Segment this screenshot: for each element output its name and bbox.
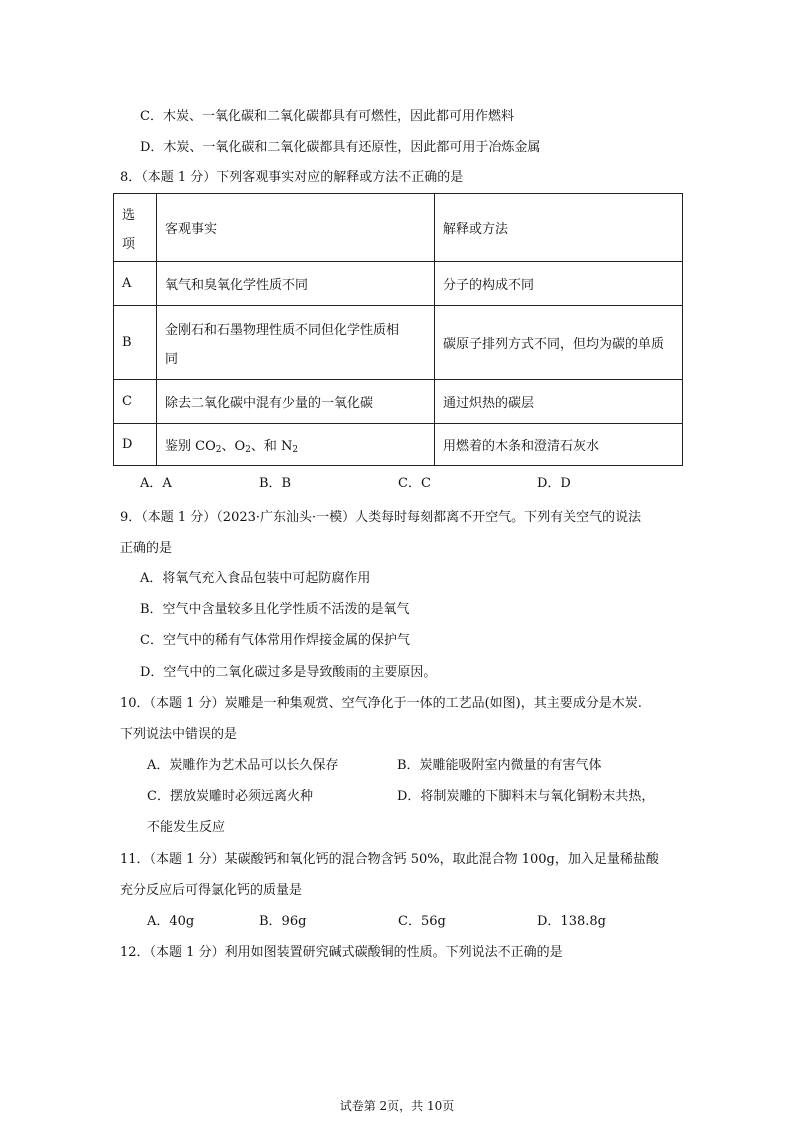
- q12-stem: 12．（本题 1 分）利用如图装置研究碱式碳酸铜的性质。下列说法不正确的是: [120, 945, 563, 960]
- table-row: A 氧气和臭氧化学性质不同 分子的构成不同: [114, 262, 683, 306]
- q11-stem-line2: 充分反应后可得氯化钙的质量是: [120, 883, 303, 898]
- q11-choice-c: C．56g: [398, 914, 446, 929]
- page-footer: 试卷第 2页，共 10页: [339, 1099, 455, 1113]
- q10-option-c: C．摆放炭雕时必须远离火种: [147, 789, 313, 804]
- q7-option-d: D．木炭、一氧化碳和二氧化碳都具有还原性，因此都可用于冶炼金属: [140, 140, 541, 155]
- q10-option-d-line2: 不能发生反应: [147, 820, 226, 835]
- table-row: C 除去二氧化碳中混有少量的一氧化碳 通过炽热的碳层: [114, 380, 683, 424]
- table-header-row: [114, 194, 683, 262]
- q9-option-b: B．空气中含量较多且化学性质不活泼的是氧气: [140, 602, 410, 617]
- q8-stem: 8．（本题 1 分）下列客观事实对应的解释或方法不正确的是: [120, 170, 464, 185]
- q8-choice-c: C．C: [398, 476, 431, 491]
- q8-choice-b: B．B: [259, 476, 292, 491]
- q9-stem-line2: 正确的是: [120, 541, 173, 556]
- header-explanation: 解释或方法: [435, 194, 683, 262]
- table-row: D 鉴别 $CO_2$、$O_2$、和 $N_2$ 用燃着的木条和澄清石灰水: [114, 424, 683, 466]
- table-row: B 金刚石和石墨物理性质不同但化学性质相 同 碳原子排列方式不同，但均为碳的单质: [114, 306, 683, 380]
- q8-choice-a: A．A: [140, 476, 172, 491]
- q7-option-c: C．木炭、一氧化碳和二氧化碳都具有可燃性，因此都可用作燃料: [140, 109, 514, 124]
- q11-choice-b: B．96g: [259, 914, 307, 929]
- q11-stem-line1: 11．（本题 1 分）某碳酸钙和氧化钙的混合物含钙 50%，取此混合物 100g，加入足量稀盐酸: [120, 852, 659, 867]
- header-fact: 客观事实: [157, 194, 435, 262]
- q11-choice-d: D．138.8g: [537, 914, 606, 929]
- q10-option-d-line1: D．将制炭雕的下脚料末与氧化铜粉末共热，: [397, 789, 655, 804]
- q9-option-c: C．空气中的稀有气体常用作焊接金属的保护气: [140, 633, 410, 648]
- q10-option-b: B．炭雕能吸附室内微量的有害气体: [397, 758, 602, 773]
- q8-choice-d: D．D: [537, 476, 571, 491]
- q9-stem-line1: 9．（本题 1 分）（2023·广东汕头·一模）人类每时每刻都离不开空气。下列有关空气的说法: [120, 510, 642, 525]
- q9-option-d: D．空气中的二氧化碳过多是导致酸雨的主要原因。: [140, 665, 437, 680]
- q9-option-a: A．将氧气充入食品包装中可起防腐作用: [140, 571, 371, 586]
- q11-choice-a: A．40g: [147, 914, 195, 929]
- q10-option-a: A．炭雕作为艺术品可以长久保存: [147, 758, 339, 773]
- q8-table: [113, 193, 683, 466]
- q10-stem-line1: 10．（本题 1 分）炭雕是一种集观赏、空气净化于一体的工艺品(如图)，其主要成分是木炭.: [120, 696, 642, 711]
- q10-stem-line2: 下列说法中错误的是: [120, 727, 238, 742]
- header-option: 选 项: [114, 194, 157, 262]
